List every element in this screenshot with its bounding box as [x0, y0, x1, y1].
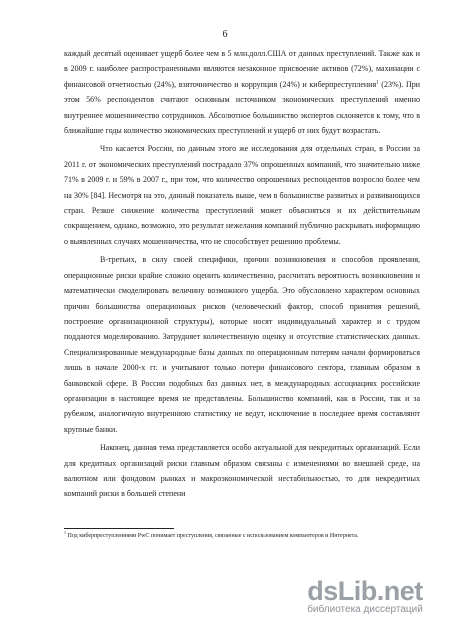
- page-number: 6: [222, 29, 228, 40]
- paragraph-third: В-третьих, в силу своей специфики, причин возникновения и способов проявления, операционные риски крайне сложно оценить количественно, рассчитать вероятность возникновения и математически смоделировать величину возможного ущерба. Это обусловлено характером основных причин большинства операционных рисков (человеческий фактор, способ принятия решений, построение организационной структуры), которые носят индивидуальный характер и с трудом поддаются моделированию. Затрудняет количественную оценку и отсутствие статистических данных. Специализированные международные базы данных по операционным потерям начали формироваться лишь в начале 2000-х гг. и учитывают только потери финансового сектора, главным образом в банковской сфере. В России подобных баз данных нет, в международных ассоциациях российские организации в настоящее время не представлены. Большинство компаний, как в России, так и за рубежом, аналогичную внутреннюю статистику не ведут, исключение в последнее время составляют крупные банки.: [64, 255, 420, 434]
- paragraph-pwc-survey: [64, 46, 420, 138]
- paragraph-text-continued: (23%). При этом 56% респондентов считают основным источником экономических преступлений именно внутреннее мошенничество сотрудников. Абсолютное большинство экспертов склоняется к тому, что в ближайшие годы количество экономических преступлений и ущерб от них будут возрастать.: [64, 79, 421, 136]
- paragraph-text: каждый десятый оценивает ущерб более чем в 5 млн.долл.США от данных преступлений. Также как и в 2009 г. наиболее распространенными являются незаконное присвоение активов (72%), махинации с финансовой отчетностью (24%), взяточничество и коррупция (24%) и киберпреступления: [64, 49, 420, 89]
- body-text: [64, 46, 420, 502]
- watermark-brand: dsLib.net: [307, 576, 423, 606]
- watermark-logo: [290, 578, 440, 616]
- footnote-text: Под киберпреступлениями PwC понимает преступления, связанные с использованием компьютеров и Интернета.: [67, 533, 359, 539]
- footnote-divider: [64, 528, 174, 529]
- footnote: [64, 532, 364, 541]
- paragraph-finally: Наконец, данная тема представляется особо актуальной для некредитных организаций. Если для кредитных организаций риски главным образом связаны с изменениями во внешней среде, на валютном или фондовом рынках и макроэкономической нестабильностью, то для некредитных компаний риски в большей степени: [64, 443, 420, 499]
- footnote-reference: 1: [376, 80, 379, 86]
- watermark-subtitle: библиотека диссертаций: [307, 604, 423, 615]
- paragraph-russia: Что касается России, по данным этого же исследования для отдельных стран, в России за 2011 г. от экономических преступлений пострадало 37% опрошенных компаний, что значительно ниже 71% в 2009 г. и 59% в 2007 г., при том, что количество опрошенных респондентов возросло более чем на 30% [84]. Несмотря на это, данный показатель выше, чем в большинстве развитых и развивающихся стран. Резкое снижение количества преступлений может объясняться и их действительным сокращением, однако, возможно, это результат нежелания компаний публично раскрывать информацию о выявленных случаях мошенничества, что не способствует решению проблемы.: [64, 144, 420, 246]
- footnote-marker: 1: [64, 530, 66, 535]
